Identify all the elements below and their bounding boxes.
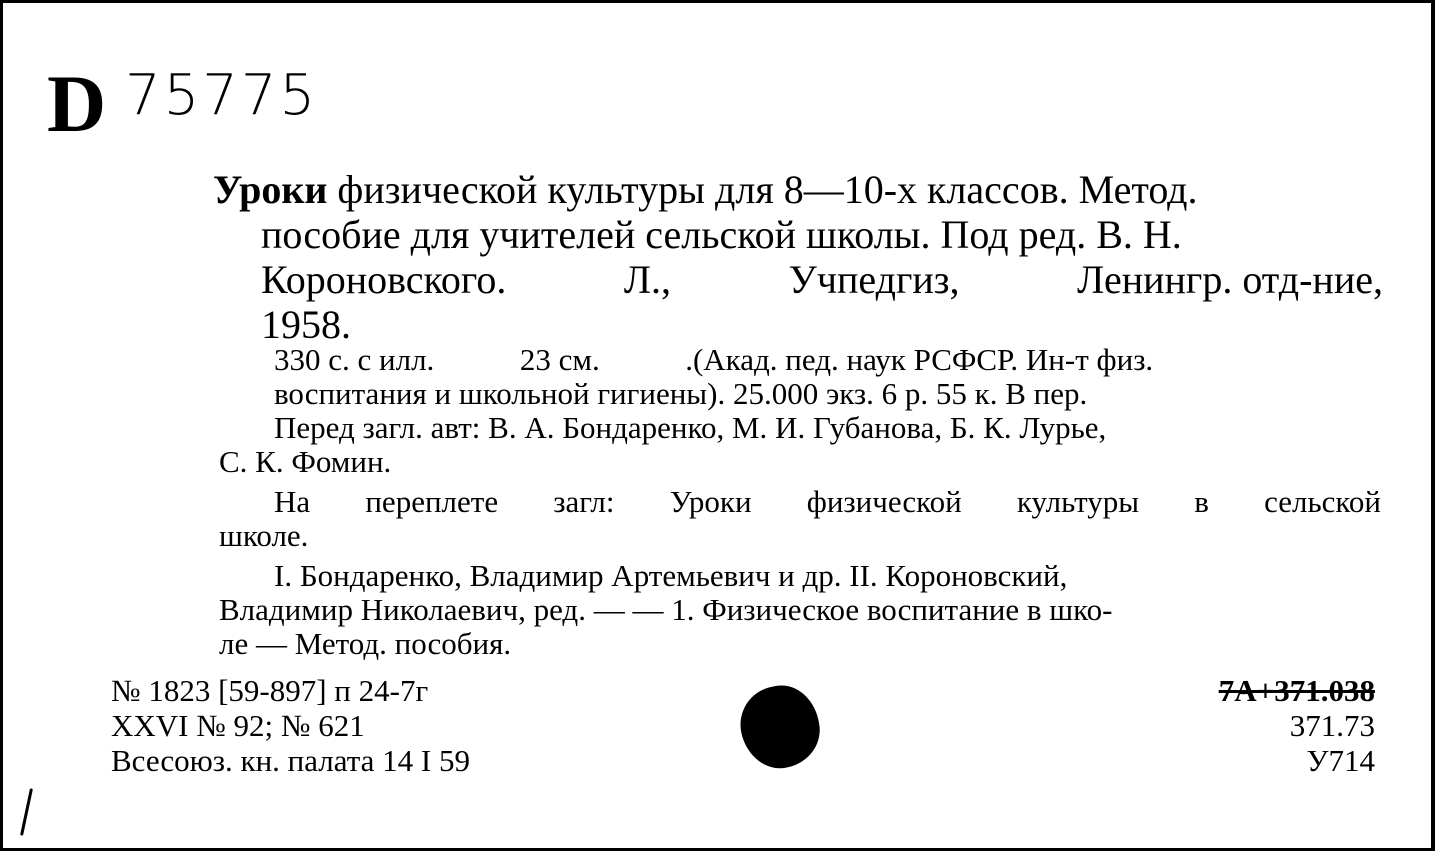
classification-block: [1219, 673, 1375, 778]
desc-p2-line1: Перед загл. авт: В. А. Бондаренко, М. И. Губанова, Б. К. Лурье,: [274, 410, 1107, 445]
title-block: [213, 167, 1383, 347]
title-keyword: Уроки: [213, 167, 328, 212]
punch-hole: [733, 679, 826, 775]
dimensions: 23 см.: [519, 342, 600, 377]
desc-p2-line2: С. К. Фомин.: [219, 444, 392, 479]
registration-info: [111, 673, 470, 778]
stamp-number: 75775: [125, 63, 319, 128]
publication-place: Л.,: [623, 257, 671, 302]
registration-line-2: XXVI № 92; № 621: [111, 708, 365, 743]
publication-year: 1958.: [261, 302, 351, 347]
editor-name: Короновского.: [261, 257, 507, 302]
pagination: 330 с. с илл.: [274, 342, 435, 377]
struck-classification-code: 7А+371.038: [1218, 673, 1375, 708]
desc-p4-line2: Владимир Николаевич, ред. — — 1. Физическое воспитание в шко-: [219, 592, 1113, 627]
registration-line-1: № 1823 [59-897] п 24-7г: [111, 673, 429, 708]
classification-code: 371.73: [1289, 708, 1375, 743]
registration-line-3: Всесоюз. кн. палата 14 I 59: [111, 743, 470, 778]
description-block: [219, 343, 1381, 661]
word: сельской: [1264, 484, 1381, 519]
word: культуры: [1016, 484, 1140, 519]
word: Уроки: [669, 484, 752, 519]
title-line-1: [213, 167, 1383, 212]
publisher-branch: Ленингр. отд-ние,: [1077, 257, 1383, 302]
word: загл:: [553, 484, 615, 519]
desc-p3-line1: [219, 485, 1381, 519]
word: физической: [806, 484, 962, 519]
publisher: Учпедгиз,: [788, 257, 960, 302]
desc-p3-line2: школе.: [219, 518, 309, 553]
title-line-1-text: физической культуры для 8—10-х классов. Метод.: [337, 167, 1198, 212]
desc-p4-line3: ле — Метод. пособия.: [219, 626, 512, 661]
shelf-mark: У714: [1306, 743, 1375, 778]
title-line-2: пособие для учителей сельской школы. Под ред. В. Н.: [261, 212, 1182, 257]
word: переплете: [365, 484, 499, 519]
series-note: .(Акад. пед. наук РСФСР. Ин-т физ.: [685, 342, 1154, 377]
desc-p1-line1: [219, 343, 1381, 377]
stamp-letter: D: [47, 58, 105, 149]
word: На: [274, 484, 311, 519]
word: в: [1194, 484, 1209, 519]
desc-p4-line1: I. Бондаренко, Владимир Артемьевич и др. II. Короновский,: [274, 558, 1068, 593]
title-line-3: [213, 257, 1383, 302]
pencil-mark: [20, 788, 33, 836]
desc-p1-line2: воспитания и школьной гигиены). 25.000 экз. 6 р. 55 к. В пер.: [274, 376, 1088, 411]
